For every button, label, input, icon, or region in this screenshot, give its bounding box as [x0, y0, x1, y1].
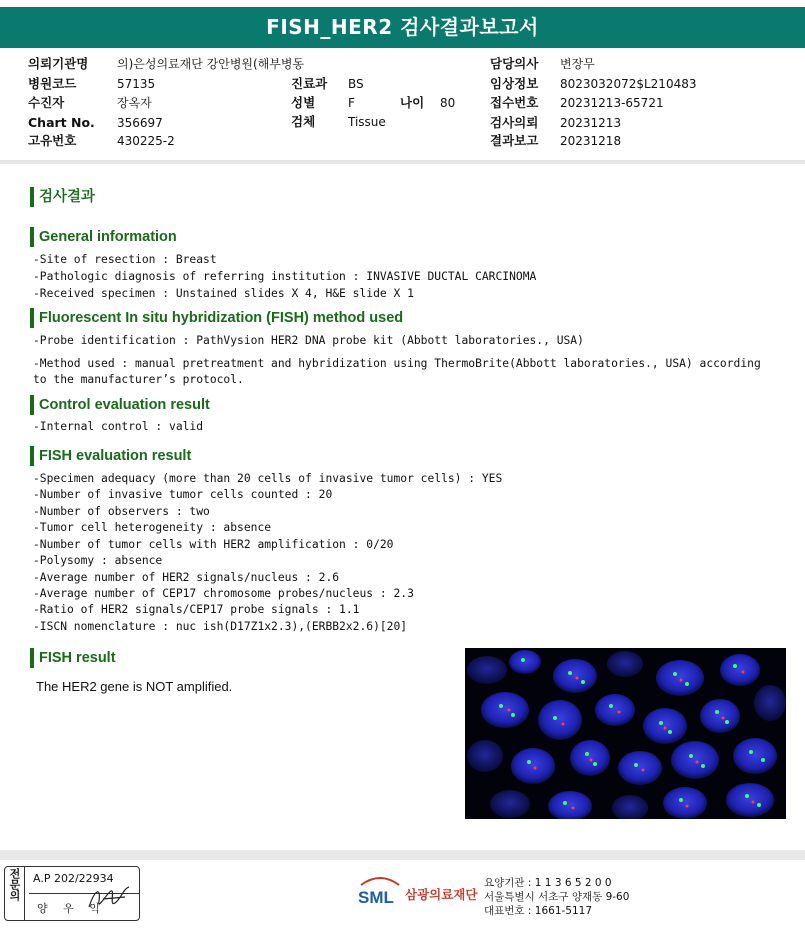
stamp-name: 양 우 익 [37, 902, 106, 915]
report-label: 결과보고 [490, 133, 539, 148]
patient-label: 수진자 [28, 95, 65, 110]
evaluation-line: -Average number of CEP17 chromosome probes/nucleus : 2.3 [33, 587, 414, 600]
request-label: 검사의뢰 [490, 115, 539, 130]
fish-micrograph [465, 648, 786, 819]
agency-code: 요양기관 : 1 1 3 6 5 2 0 0 [484, 877, 612, 889]
specimen-value: Tissue [348, 115, 386, 129]
evaluation-title: FISH evaluation result [30, 446, 191, 466]
receipt-value: 20231213-65721 [560, 96, 664, 110]
evaluation-line: -Number of invasive tumor cells counted : 20 [33, 488, 333, 501]
method-title: Fluorescent In situ hybridization (FISH) method used [30, 308, 403, 328]
dept-value: BS [348, 77, 364, 91]
address: 서울특별시 서초구 양재동 9-60 [484, 891, 630, 903]
doctor-label: 담당의사 [490, 56, 539, 71]
sml-logo-icon [357, 873, 403, 915]
report-value: 20231218 [560, 134, 622, 148]
general-line-3: -Received specimen : Unstained slides X 4, H&E slide X 1 [33, 287, 414, 300]
chart-label: Chart No. [28, 115, 95, 130]
sex-value: F [348, 96, 355, 110]
clinical-label: 임상정보 [490, 76, 539, 91]
unique-label: 고유번호 [28, 133, 77, 148]
evaluation-line: -Number of tumor cells with HER2 amplification : 0/20 [33, 538, 394, 551]
method-probe: -Probe identification : PathVysion HER2 DNA probe kit (Abbott laboratories., USA) [33, 334, 584, 347]
control-line: -Internal control : valid [33, 420, 204, 433]
report-title: FISH_HER2 검사결과보고서 [0, 7, 805, 48]
phone: 대표번호 : 1661-5117 [484, 905, 593, 917]
stamp-ap: A.P 202/22934 [33, 872, 114, 885]
logo-letters: SML [358, 888, 394, 907]
dept-label: 진료과 [291, 76, 328, 91]
age-value: 80 [440, 96, 456, 110]
clinical-value: 8023032072$L210483 [560, 77, 697, 91]
chart-value: 356697 [117, 116, 163, 130]
hospital-code-label: 병원코드 [28, 76, 77, 91]
signature-icon [85, 879, 135, 915]
age-label: 나이 [400, 95, 425, 110]
general-info-title: General information [30, 227, 177, 247]
result-heading: 검사결과 [30, 187, 95, 207]
patient-value: 장옥자 [117, 96, 152, 110]
method-used: -Method used : manual pretreatment and hybridization using ThermoBrite(Abbott laboratories., USA) according to the manufacturer’s protocol. [33, 357, 761, 387]
fish-result-title: FISH result [30, 648, 116, 668]
institution-label: 의뢰기관명 [28, 56, 89, 71]
general-line-1: -Site of resection : Breast [33, 253, 217, 266]
institution-value: 의)은성의료재단 강안병원(해부병동 [117, 57, 305, 71]
divider [0, 160, 805, 164]
fish-result-text: The HER2 gene is NOT amplified. [36, 679, 233, 694]
unique-value: 430225-2 [117, 134, 175, 148]
stamp-side-label [5, 867, 25, 920]
sml-logo [357, 873, 403, 919]
evaluation-line: -Number of observers : two [33, 505, 210, 518]
sex-label: 성별 [291, 95, 316, 110]
receipt-label: 접수번호 [490, 95, 539, 110]
pathologist-stamp [4, 866, 140, 921]
evaluation-line: -ISCN nomenclature : nuc ish(D17Z1x2.3),(ERBB2x2.6)[20] [33, 620, 408, 633]
stamp-side-text: 전문의 [8, 868, 21, 901]
evaluation-line: -Ratio of HER2 signals/CEP17 probe signals : 1.1 [33, 603, 360, 616]
logo-name: 삼광의료재단 [405, 887, 478, 902]
evaluation-line: -Specimen adequacy (more than 20 cells of invasive tumor cells) : YES [33, 472, 503, 485]
request-value: 20231213 [560, 116, 622, 130]
control-title: Control evaluation result [30, 395, 210, 415]
specimen-label: 검체 [291, 114, 316, 129]
general-line-2: -Pathologic diagnosis of referring institution : INVASIVE DUCTAL CARCINOMA [33, 270, 537, 283]
footer-band [0, 850, 805, 860]
evaluation-line: -Tumor cell heterogeneity : absence [33, 521, 272, 534]
evaluation-line: -Polysomy : absence [33, 554, 163, 567]
fish-micrograph-svg [465, 648, 786, 819]
evaluation-line: -Average number of HER2 signals/nucleus : 2.6 [33, 571, 340, 584]
doctor-value: 변장무 [560, 57, 595, 71]
hospital-code-value: 57135 [117, 77, 156, 91]
